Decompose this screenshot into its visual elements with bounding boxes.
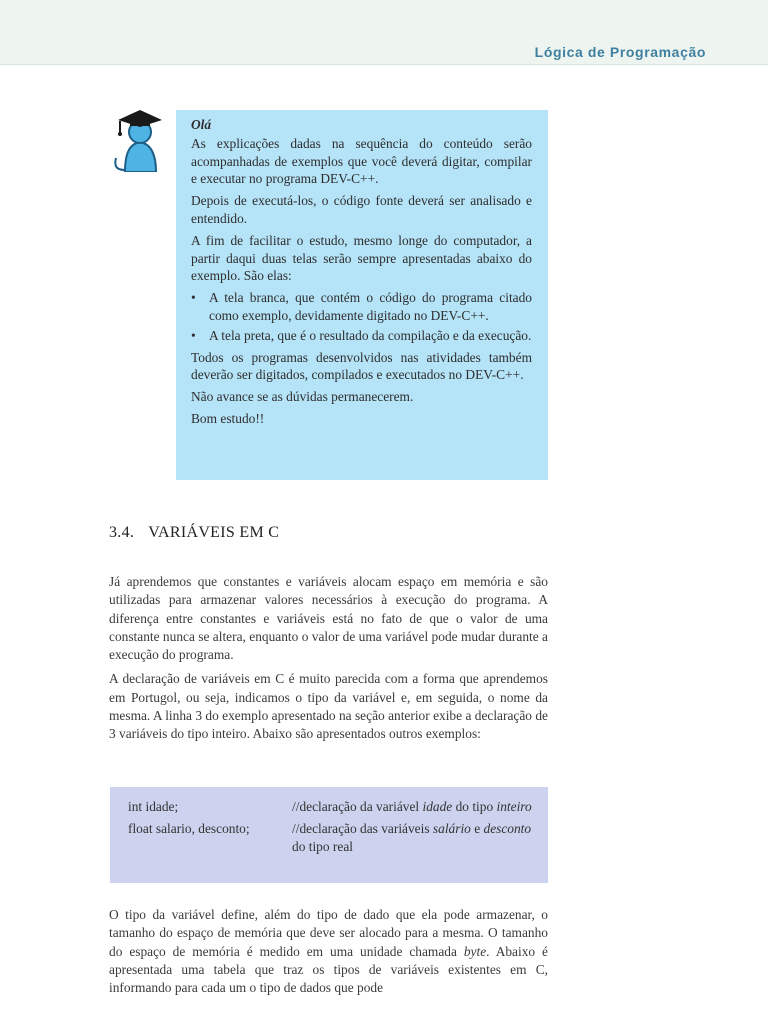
code-declaration: int idade;: [128, 799, 179, 814]
bullet-icon: •: [191, 290, 196, 306]
welcome-note-box: [176, 110, 548, 480]
intro-paragraphs: [109, 573, 548, 750]
section-number: 3.4.: [109, 524, 135, 541]
note-bullet-text: A tela branca, que contém o código do programa citado como exemplo, devidamente digitado no DEV-C++.: [209, 290, 532, 323]
closing-paragraph-block: [109, 906, 548, 1003]
section-heading: [109, 524, 279, 542]
note-paragraph-5: Não avance se as dúvidas permanecerem.: [191, 389, 414, 405]
note-bullet-item: [191, 327, 532, 345]
code-comment: //declaração das variáveis salário e desconto do tipo real: [292, 821, 532, 854]
code-example-box: [110, 787, 548, 883]
page-header: [0, 0, 768, 65]
body-paragraph-3: O tipo da variável define, além do tipo de dado que ela pode armazenar, o tamanho do espaço de memória que deve ser alocado para a mesma. O tamanho do espaço de memória é medido em uma unidade chamada byte. Abaixo é apresentada uma tabela que traz os tipos de variáveis existentes em C, informando para cada um o tipo de dados que pode: [109, 907, 548, 996]
note-bullet-list: [191, 289, 532, 344]
code-row: [128, 820, 536, 856]
graduate-mascot-icon: [106, 108, 168, 172]
note-paragraph-3: A fim de facilitar o estudo, mesmo longe do computador, a partir daqui duas telas serão sempre apresentadas abaixo do exemplo. São elas:: [191, 232, 532, 284]
note-paragraph-6: Bom estudo!!: [191, 410, 265, 426]
note-bullet-text: A tela preta, que é o resultado da compilação e da execução.: [209, 327, 532, 343]
note-greeting: Olá: [191, 117, 212, 132]
bullet-icon: •: [191, 327, 196, 343]
body-paragraph-1: Já aprendemos que constantes e variáveis alocam espaço em memória e são utilizadas para armazenar valores necessários à execução do programa. A diferença entre constantes e variáveis está no fato de que o valor de uma constante nunca se altera, enquanto o valor de uma variável pode mudar durante a execução do programa.: [109, 574, 548, 663]
note-paragraph-1: As explicações dadas na sequência do conteúdo serão acompanhadas de exemplos que você deverá digitar, compilar e executar no programa DEV-C++.: [191, 135, 532, 187]
note-paragraph-4: Todos os programas desenvolvidos nas atividades também deverão ser digitados, compilados e executados no DEV-C++.: [191, 349, 532, 383]
section-title: VARIÁVEIS EM C: [148, 524, 280, 541]
note-paragraph-2: Depois de executá-los, o código fonte deverá ser analisado e entendido.: [191, 193, 532, 226]
note-bullet-item: [191, 289, 532, 325]
code-row: [128, 798, 536, 816]
code-declaration: float salario, desconto;: [128, 821, 250, 836]
body-paragraph-2: A declaração de variáveis em C é muito parecida com a forma que aprendemos em Portugol, ou seja, indicamos o tipo da variável e, em seguida, o nome da mesma. A linha 3 do exemplo apresentado na seção anterior exibe a declaração de 3 variáveis do tipo inteiro. Abaixo são apresentados outros exemplos:: [109, 671, 548, 742]
header-title: Lógica de Programação: [534, 44, 706, 60]
code-comment: //declaração da variável idade do tipo inteiro: [292, 799, 532, 814]
